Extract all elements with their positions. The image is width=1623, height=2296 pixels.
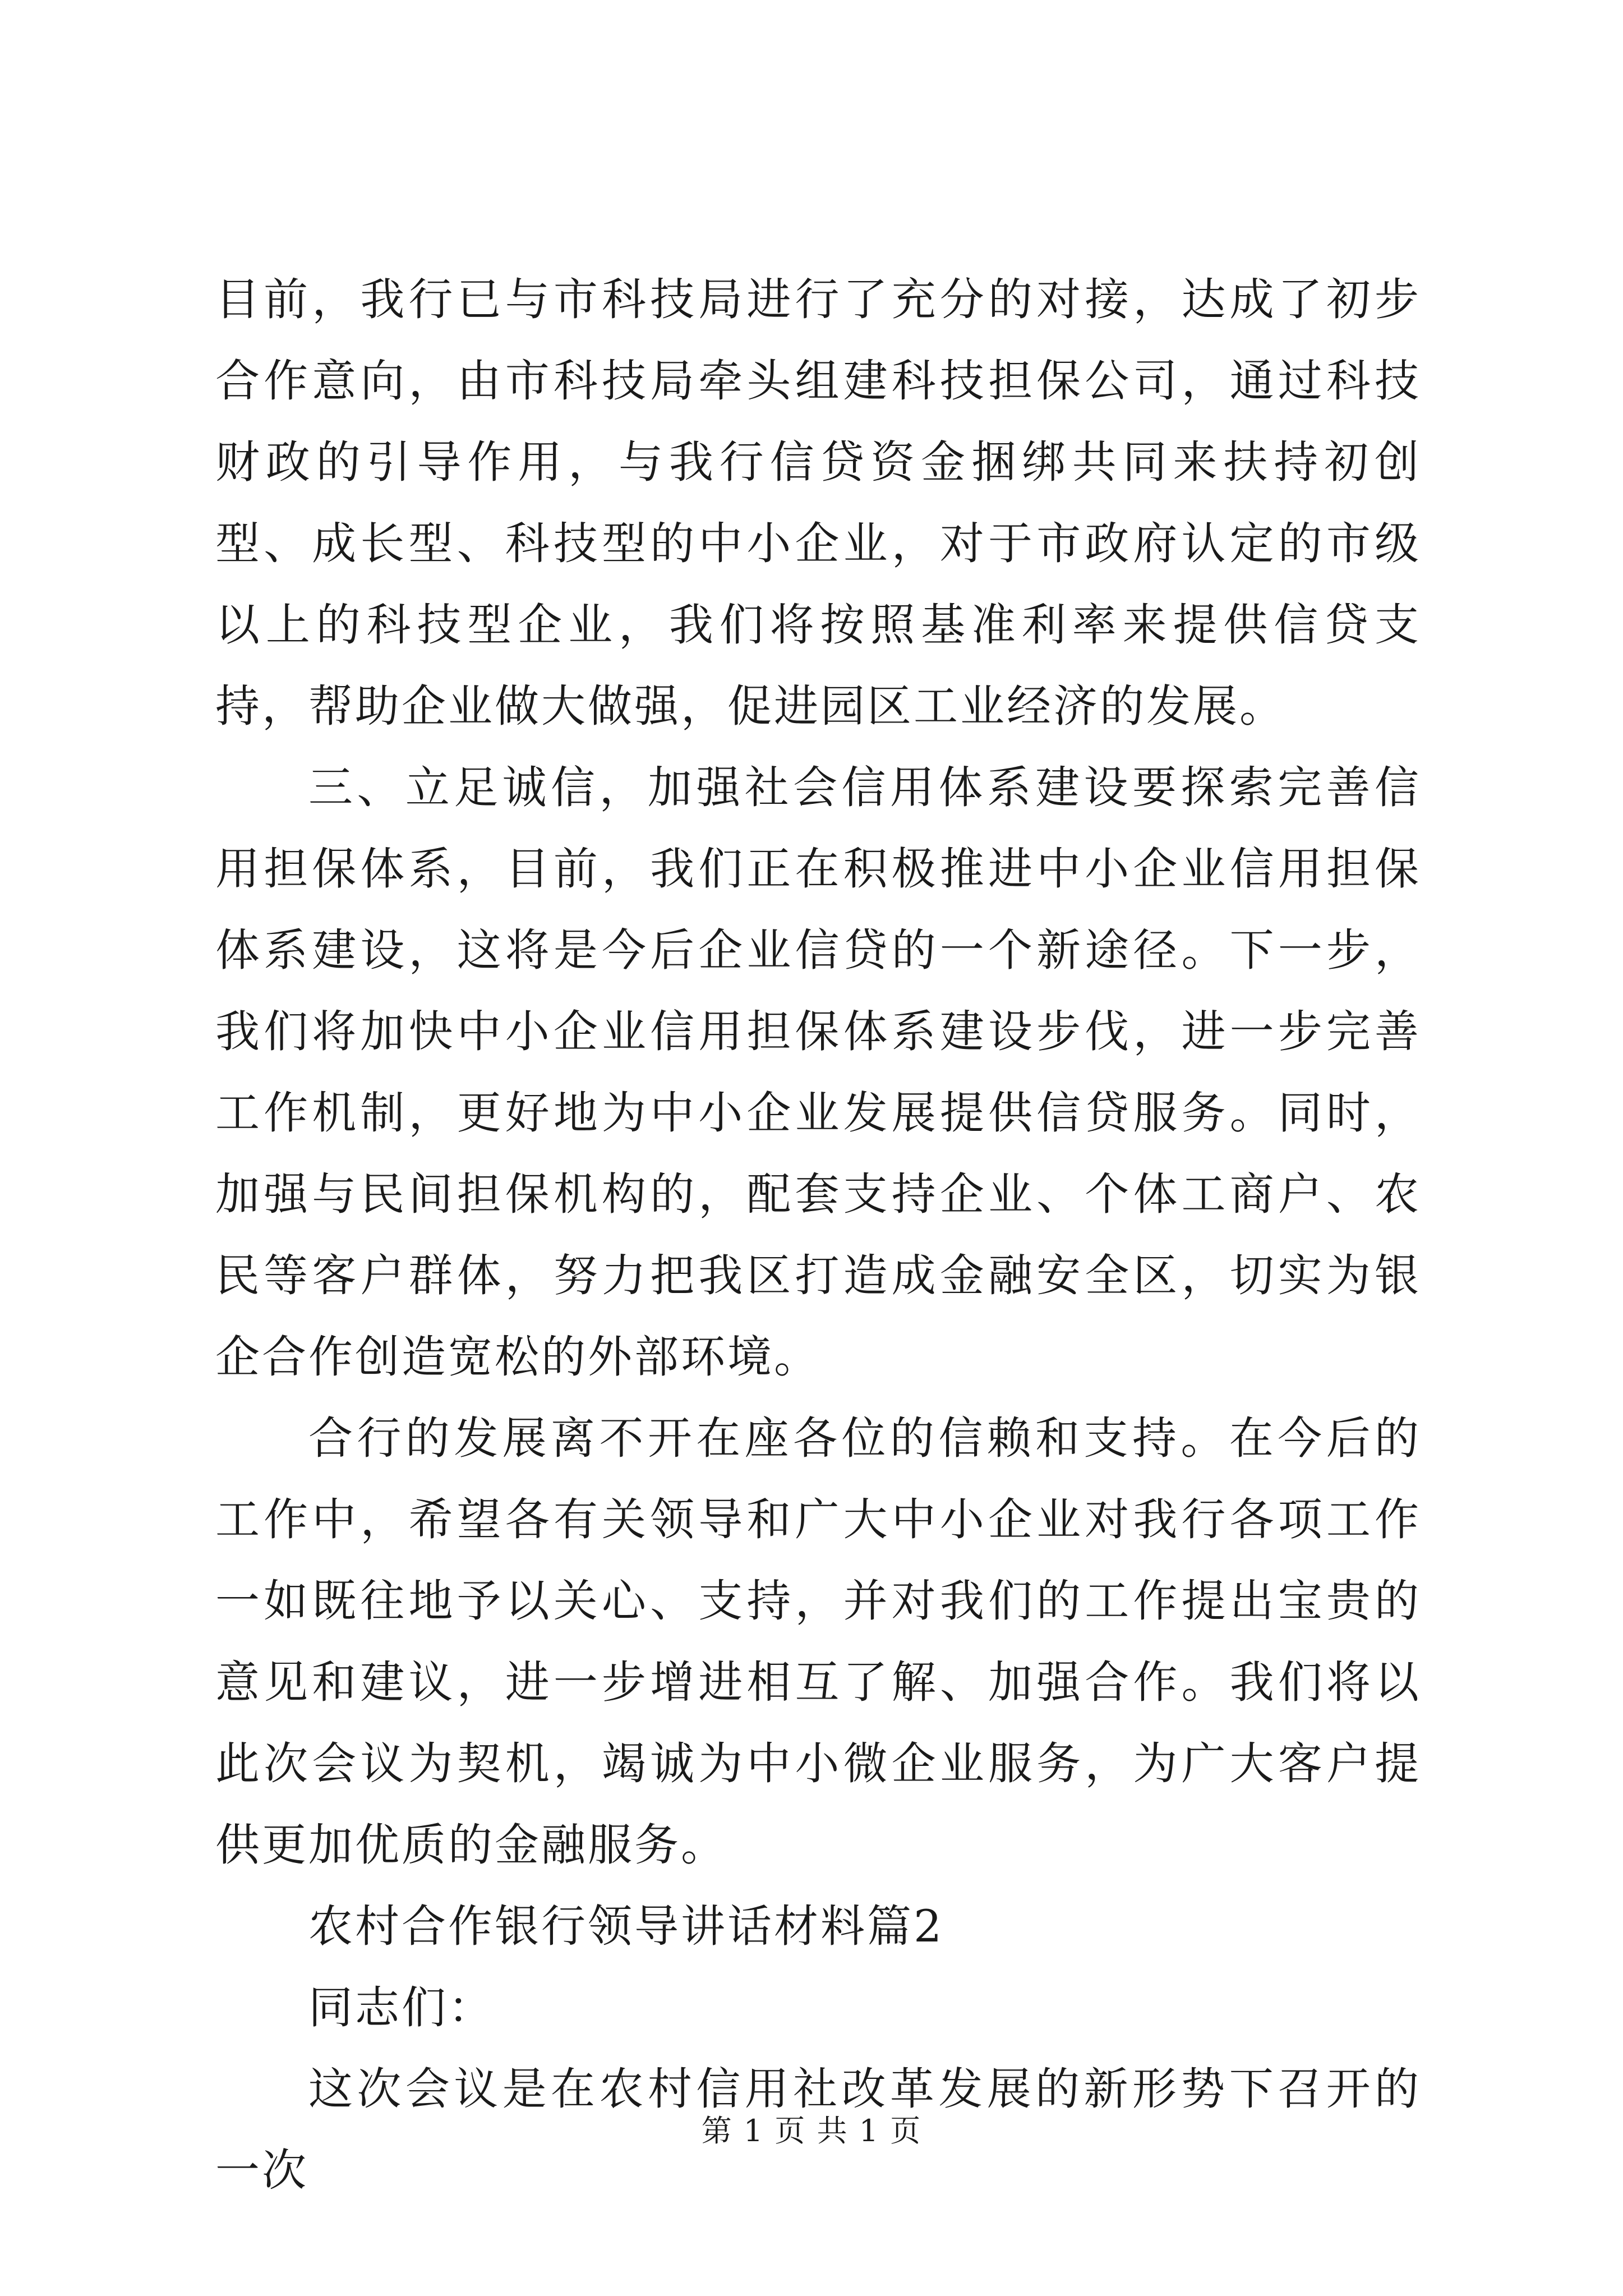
paragraph-closing-remarks: 合行的发展离不开在座各位的信赖和支持。在今后的工作中，希望各有关领导和广大中小企业对我行各项工作一如既往地予以关心、支持，并对我们的工作提出宝贵的意见和建议，进一步增进相互了解、加强合作。我们将以此次会议为契机，竭诚为中小微企业服务，为广大客户提供更加优质的金融服务。	[215, 1412, 1421, 1871]
paragraph-meeting-intro: 这次会议是在农村信用社改革发展的新形势下召开的一次	[215, 2063, 1421, 2196]
section-heading: 农村合作银行领导讲话材料篇2	[308, 1901, 944, 1952]
page-footer: 第 1 页 共 1 页	[701, 2113, 922, 2148]
paragraph-cooperation-intent: 目前，我行已与市科技局进行了充分的对接，达成了初步合作意向，由市科技局牵头组建科技担保公司，通过科技财政的引导作用，与我行信贷资金捆绑共同来扶持初创型、成长型、科技型的中小企业，对于市政府认定的市级以上的科技型企业，我们将按照基准利率来提供信贷支持，帮助企业做大做强，促进园区工业经济的发展。	[215, 274, 1421, 732]
salutation: 同志们：	[308, 1982, 495, 2033]
document-body	[215, 259, 1421, 2211]
paragraph-credit-system: 三、立足诚信，加强社会信用体系建设要探索完善信用担保体系，目前，我们正在积极推进中小企业信用担保体系建设，这将是今后企业信贷的一个新途径。下一步，我们将加快中小企业信用担保体系建设步伐，进一步完善工作机制，更好地为中小企业发展提供信贷服务。同时，加强与民间担保机构的，配套支持企业、个体工商户、农民等客户群体，努力把我区打造成金融安全区，切实为银企合作创造宽松的外部环境。	[215, 762, 1421, 1383]
